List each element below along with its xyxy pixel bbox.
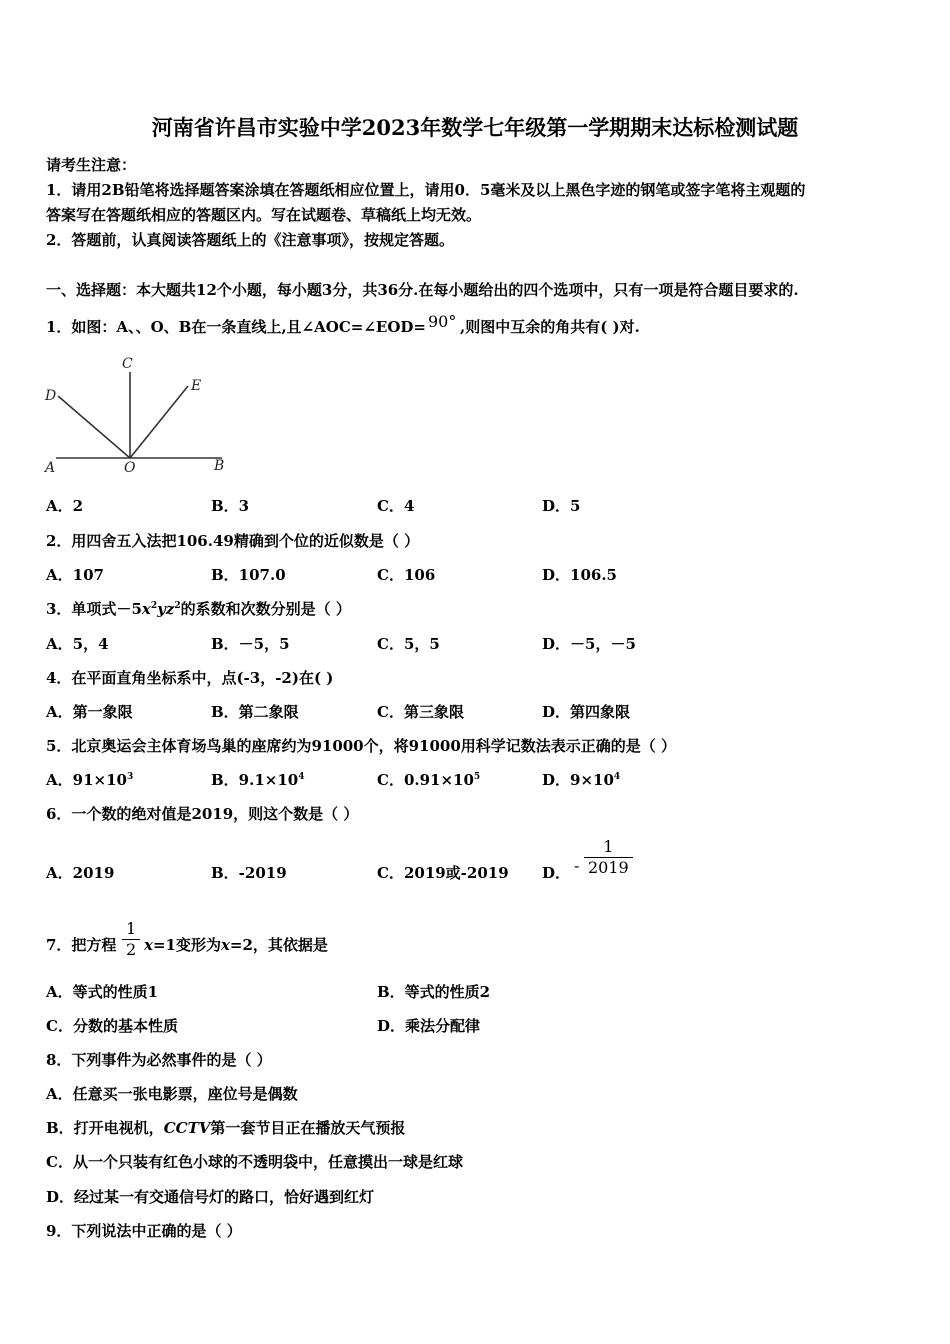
question-1 [46, 312, 640, 337]
q5-option-a[interactable] [46, 769, 133, 790]
notice-line-2: 答案写在答题纸相应的答题区内。写在试题卷、草稿纸上均无效。 [46, 206, 482, 224]
q8-option-c[interactable]: C．从一个只装有红色小球的不透明袋中，任意摸出一球是红球 [46, 1153, 463, 1171]
question-3-text-a: 3．单项式－5 [46, 600, 142, 618]
q6-option-a[interactable]: A．2019 [46, 864, 115, 882]
label-b: B [214, 458, 225, 474]
question-3-text-b: 的系数和次数分别是（ ） [180, 600, 351, 618]
q6-option-d-denominator: 2019 [588, 858, 629, 877]
question-1-degree: 90° [427, 312, 457, 331]
q7-option-d[interactable]: D．乘法分配律 [377, 1017, 481, 1035]
q2-option-d[interactable]: D．106.5 [542, 566, 617, 584]
q8-option-b-cctv: CCTV [163, 1119, 211, 1137]
q6-option-c[interactable]: C．2019或-2019 [377, 864, 509, 882]
q8-option-d[interactable]: D．经过某一有交通信号灯的路口，恰好遇到红灯 [46, 1188, 375, 1206]
question-7-numerator: 1 [122, 919, 140, 940]
question-3-exp-2: 2 [174, 601, 181, 611]
q1-option-a[interactable]: A．2 [46, 497, 84, 515]
q6-option-d-sign: - [574, 856, 580, 875]
q5-option-d[interactable] [542, 769, 620, 790]
q1-option-b[interactable]: B．3 [211, 497, 250, 515]
label-c: C [122, 356, 133, 372]
question-5: 5．北京奥运会主体育场鸟巢的座席约为91000个，将91000用科学记数法表示正确的是（ ） [46, 737, 677, 755]
question-9: 9．下列说法中正确的是（ ） [46, 1222, 242, 1240]
question-4: 4．在平面直角坐标系中，点(-3，-2)在( ) [46, 669, 334, 687]
q4-option-c[interactable]: C．第三象限 [377, 703, 464, 721]
question-7-text-b: =1变形为 [152, 936, 221, 954]
q5-option-c-exp: 5 [473, 772, 481, 782]
q1-option-d[interactable]: D．5 [542, 497, 581, 515]
question-3-var-yz: yz [157, 600, 175, 618]
notice-line-3: 2．答题前，认真阅读答题纸上的《注意事项》，按规定答题。 [46, 231, 454, 249]
q1-option-c[interactable]: C．4 [377, 497, 415, 515]
question-1-text-b: ,则图中互余的角共有( )对. [459, 318, 640, 336]
label-a: A [45, 460, 56, 476]
q6-option-d-numerator: 1 [584, 837, 633, 858]
question-7-fraction [122, 919, 140, 960]
q5-option-b-base: B．9.1×10 [211, 771, 299, 789]
section-1-heading: 一、选择题：本大题共12个小题，每小题3分，共36分.在每小题给出的四个选项中，只有一项是符合题目要求的. [46, 281, 799, 299]
q4-option-d[interactable]: D．第四象限 [542, 703, 631, 721]
q5-option-a-exp: 3 [126, 772, 134, 782]
q3-option-d[interactable]: D．－5，－5 [542, 635, 636, 653]
q5-option-d-base: D．9×10 [542, 771, 614, 789]
label-d: D [45, 388, 57, 404]
q6-option-b[interactable]: B．-2019 [211, 864, 287, 882]
q5-option-b[interactable] [211, 769, 304, 790]
q2-option-a[interactable]: A．107 [46, 566, 104, 584]
q5-option-b-exp: 4 [298, 772, 305, 782]
page-title: 河南省许昌市实验中学2023年数学七年级第一学期期末达标检测试题 [151, 115, 799, 140]
question-1-text-a: 1．如图：A、、O、B在一条直线上,且∠AOC=∠EOD= [46, 318, 426, 336]
question-2: 2．用四舍五入法把106.49精确到个位的近似数是（ ） [46, 532, 420, 550]
label-o: O [124, 460, 136, 476]
question-7-var-1: x [144, 936, 153, 954]
question-7-var-2: x [220, 936, 230, 954]
ray-od [58, 396, 130, 458]
ray-oe [130, 386, 188, 458]
question-3-exp-1: 2 [150, 601, 158, 611]
question-8: 8．下列事件为必然事件的是（ ） [46, 1051, 272, 1069]
question-3-var-x: x [141, 600, 151, 618]
question-7-text-c: =2，其依据是 [229, 936, 328, 954]
q5-option-d-exp: 4 [613, 772, 621, 782]
q8-option-a[interactable]: A．任意买一张电影票，座位号是偶数 [46, 1085, 298, 1103]
question-1-figure [40, 350, 240, 480]
question-7-denominator: 2 [126, 940, 137, 959]
q7-option-b[interactable]: B．等式的性质2 [377, 983, 491, 1001]
q6-option-d[interactable]: D． [542, 864, 571, 882]
q5-option-a-base: A．91×10 [46, 771, 127, 789]
question-3 [46, 598, 351, 619]
question-7-rest [144, 934, 328, 955]
q2-option-b[interactable]: B．107.0 [211, 566, 286, 584]
q7-option-c[interactable]: C．分数的基本性质 [46, 1017, 178, 1035]
q5-option-c-base: C．0.91×10 [377, 771, 474, 789]
q8-option-b-text-2: 第一套节目正在播放天气预报 [210, 1119, 406, 1137]
question-7-text-a: 7．把方程 [46, 936, 117, 954]
q3-option-b[interactable]: B．－5，5 [211, 635, 290, 653]
notice-heading: 请考生注意： [46, 156, 137, 174]
q2-option-c[interactable]: C．106 [377, 566, 436, 584]
q4-option-a[interactable]: A．第一象限 [46, 703, 133, 721]
notice-line-1: 1．请用2B铅笔将选择题答案涂填在答题纸相应位置上，请用0．5毫米及以上黑色字迹的钢笔或签字笔将主观题的 [46, 181, 806, 199]
q8-option-b[interactable] [46, 1117, 405, 1138]
label-e: E [191, 378, 202, 394]
q3-option-a[interactable]: A．5，4 [46, 635, 109, 653]
q5-option-c[interactable] [377, 769, 480, 790]
q6-option-d-fraction [584, 837, 633, 878]
q3-option-c[interactable]: C．5，5 [377, 635, 440, 653]
q4-option-b[interactable]: B．第二象限 [211, 703, 299, 721]
question-7 [46, 934, 116, 955]
q7-option-a[interactable]: A．等式的性质1 [46, 983, 159, 1001]
question-6: 6．一个数的绝对值是2019，则这个数是（ ） [46, 805, 359, 823]
q8-option-b-text-1: B．打开电视机， [46, 1119, 164, 1137]
